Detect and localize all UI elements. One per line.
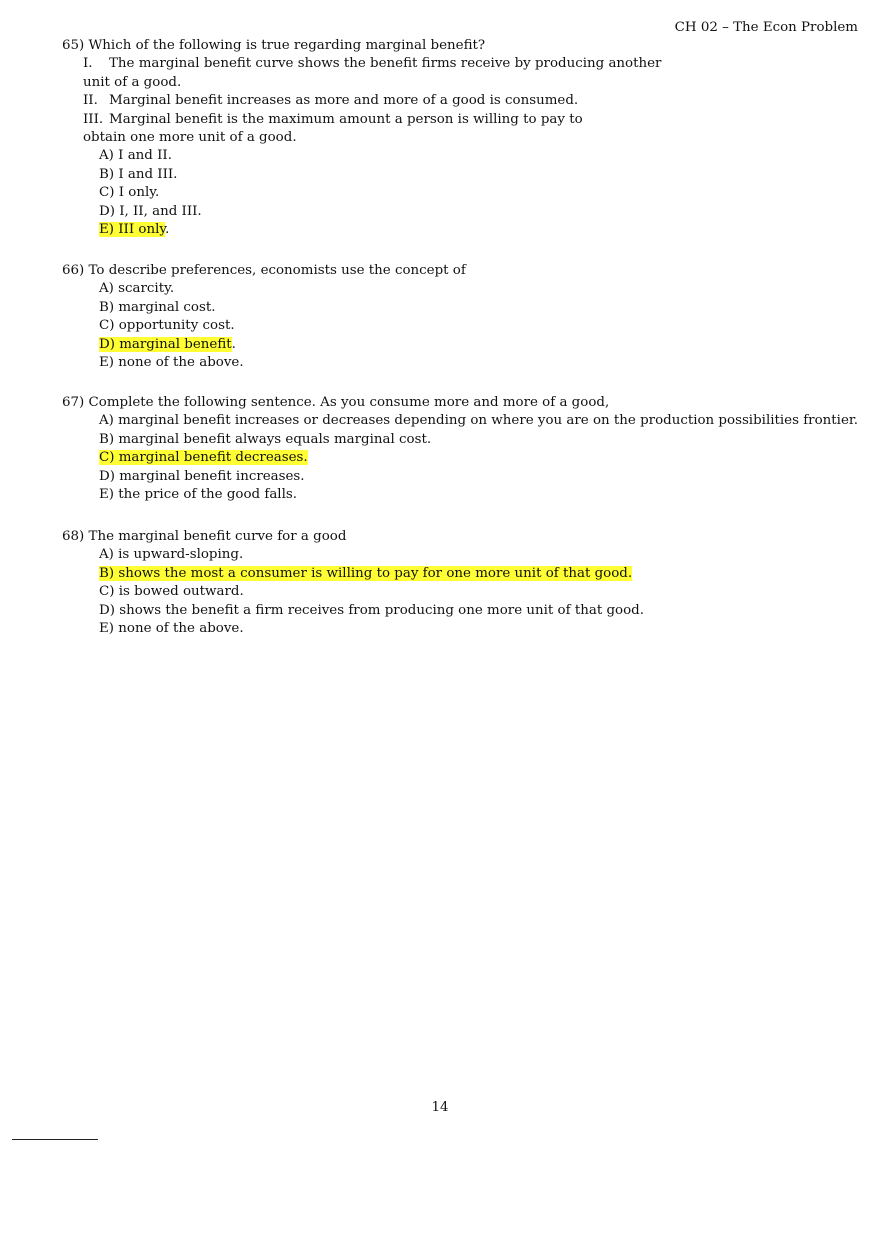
- option-d: [62, 336, 852, 354]
- option-c: C) opportunity cost.: [99, 318, 235, 334]
- statement-continuation: obtain one more unit of a good.: [83, 130, 297, 146]
- answer-suffix: .: [231, 336, 236, 352]
- statement-text: The marginal benefit curve shows the benefit firms receive by producing another: [109, 56, 662, 72]
- question-67: [62, 394, 859, 504]
- question-stem: 67) Complete the following sentence. As you consume more and more of a good,: [62, 395, 610, 410]
- option-b: [62, 565, 852, 583]
- statement-iii: [62, 111, 852, 129]
- answer-suffix: .: [165, 222, 170, 238]
- question-68: [62, 528, 852, 638]
- question-stem: 66) To describe preferences, economists use the concept of: [62, 263, 466, 278]
- footer-divider: [12, 1139, 98, 1140]
- option-b: B) marginal cost.: [99, 299, 216, 315]
- option-d: D) marginal benefit increases.: [99, 468, 305, 484]
- running-header: CH 02 – The Econ Problem: [674, 20, 858, 35]
- option-c: [62, 449, 852, 467]
- statement-number: I.: [83, 56, 93, 72]
- option-d: D) shows the benefit a firm receives from producing one more unit of that good.: [99, 602, 644, 618]
- option-a: A) I and II.: [99, 148, 172, 164]
- highlighted-answer: D) marginal benefit: [99, 336, 232, 352]
- statement-number: II.: [83, 93, 98, 109]
- option-e: E) the price of the good falls.: [99, 487, 297, 503]
- option-d: D) I, II, and III.: [99, 203, 202, 219]
- page-number: 14: [431, 1100, 449, 1115]
- statement-i: [62, 55, 852, 73]
- option-c: C) I only.: [99, 185, 160, 201]
- statement-text: Marginal benefit is the maximum amount a person is willing to pay to: [109, 111, 583, 127]
- statement-text: Marginal benefit increases as more and more of a good is consumed.: [109, 93, 579, 109]
- option-e: [62, 221, 852, 239]
- highlighted-answer: C) marginal benefit decreases.: [99, 450, 308, 466]
- statement-continuation: unit of a good.: [83, 74, 182, 90]
- highlighted-answer: E) III only: [99, 222, 166, 238]
- option-e: E) none of the above.: [99, 355, 244, 371]
- statement-ii: [62, 92, 852, 110]
- question-66: [62, 262, 852, 372]
- question-stem: 68) The marginal benefit curve for a good: [62, 529, 347, 544]
- question-65: [62, 37, 852, 239]
- option-c: C) is bowed outward.: [99, 584, 244, 600]
- option-a: A) scarcity.: [99, 281, 175, 297]
- question-stem: 65) Which of the following is true regarding marginal benefit?: [62, 38, 486, 53]
- option-a: A) is upward‑sloping.: [99, 547, 244, 563]
- option-b: B) I and III.: [99, 166, 178, 182]
- option-e: E) none of the above.: [99, 621, 244, 637]
- option-b: B) marginal benefit always equals marginal cost.: [99, 431, 432, 447]
- highlighted-answer: B) shows the most a consumer is willing to pay for one more unit of that good.: [99, 565, 633, 581]
- statement-number: III.: [83, 111, 104, 127]
- option-a: A) marginal benefit increases or decreases depending on where you are on the production possibilities frontier.: [99, 413, 859, 429]
